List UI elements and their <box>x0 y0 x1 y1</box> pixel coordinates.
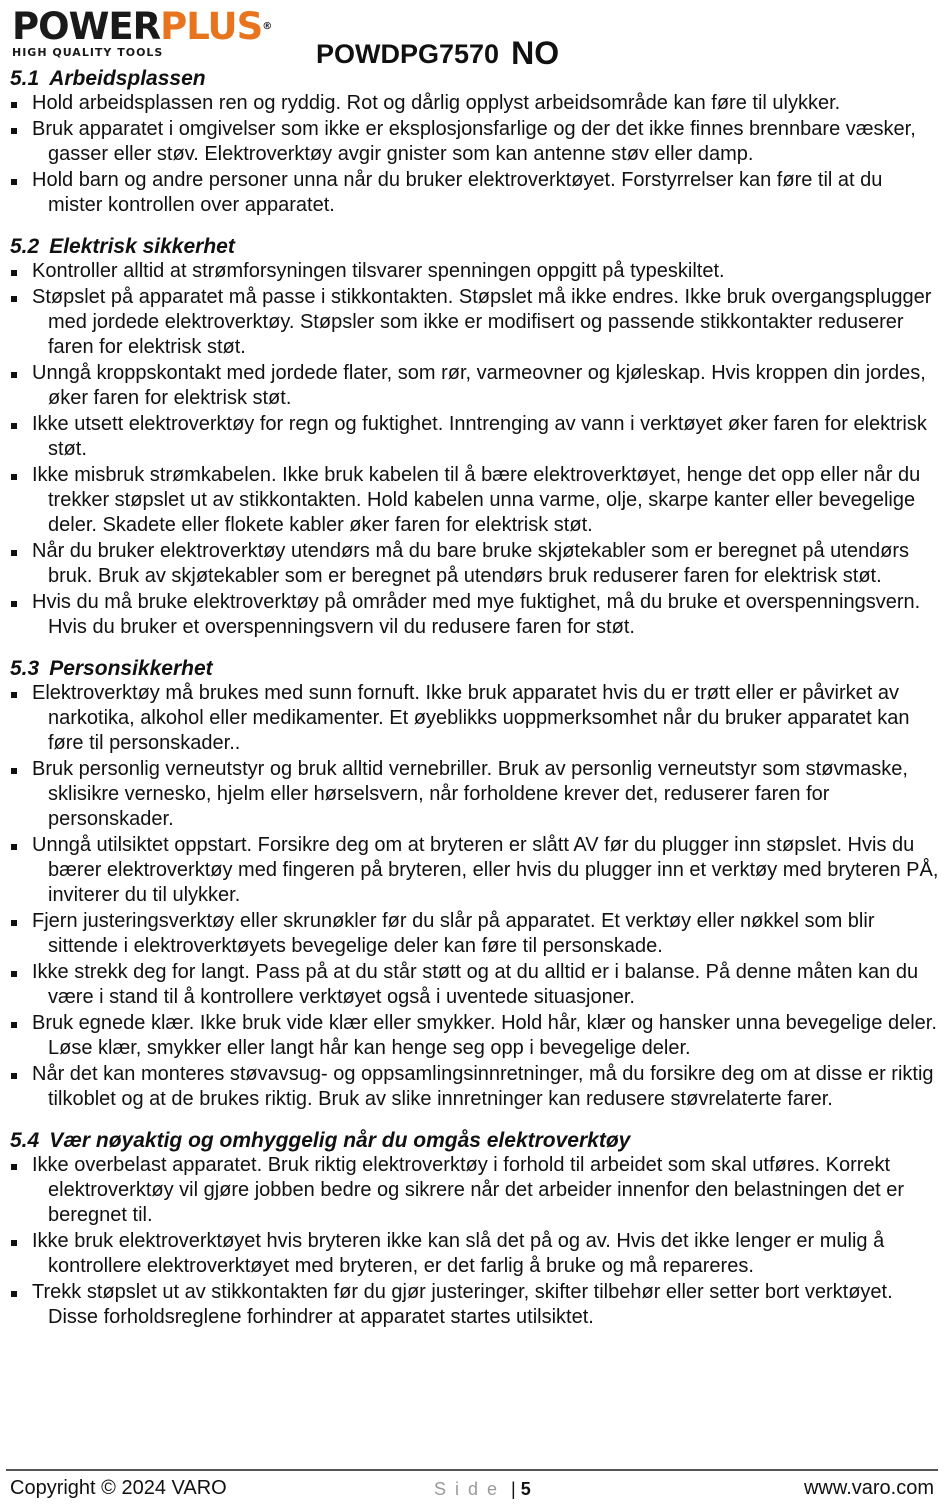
section-title: Arbeidsplassen <box>49 67 206 90</box>
list-item <box>0 960 944 1010</box>
bullet-square-icon <box>11 971 17 977</box>
bullet-square-icon <box>11 844 17 850</box>
section-5-1 <box>0 66 944 218</box>
list-item-text: Ikke utsett elektroverktøy for regn og fuktighet. Inntrenging av vann i verktøyet øker faren for elektrisk støt. <box>32 413 927 460</box>
bullet-square-icon <box>11 550 17 556</box>
copyright-text: Copyright © 2024 VARO <box>10 1477 227 1499</box>
section-title: Elektrisk sikkerhet <box>49 235 235 258</box>
section-5-4 <box>0 1128 944 1330</box>
model-number: POWDPG7570 <box>316 39 500 69</box>
list-item-text: Ikke misbruk strømkabelen. Ikke bruk kabelen til å bære elektroverktøyet, henge det opp eller når du trekker støpslet ut av stikkontakten. Hold kabelen unna varme, olje, skarpe kanter eller bevegelige deler. Skadete eller flokete kabler øker faren for elektrisk støt. <box>32 464 921 536</box>
page-indicator <box>434 1479 531 1500</box>
powerplus-logo <box>12 5 302 60</box>
list-item-text: Bruk egnede klær. Ikke bruk vide klær eller smykker. Hold hår, klær og hansker unna bevegelige deler. Løse klær, smykker eller langt hår kan henge seg opp i bevegelige deler. <box>32 1012 937 1059</box>
page-footer <box>0 1469 944 1511</box>
list-item-text: Elektroverktøy må brukes med sunn fornuft. Ikke bruk apparatet hvis du er trøtt eller er påvirket av narkotika, alkohol eller medikamenter. Et øyeblikks uoppmerksomhet når du bruker apparatet kan føre til personskader.. <box>32 682 910 754</box>
list-item <box>0 1062 944 1112</box>
section-title: Vær nøyaktig og omhyggelig når du omgås elektroverktøy <box>49 1129 631 1152</box>
list-item <box>0 1011 944 1061</box>
list-item <box>0 117 944 167</box>
list-item-text: Ikke overbelast apparatet. Bruk riktig elektroverktøy i forhold til arbeidet som skal utføres. Korrekt elektroverktøy vil gjøre jobben bedre og sikrere når det arbeider innenfor den belastningen det er beregnet til. <box>32 1154 905 1226</box>
bullet-square-icon <box>11 768 17 774</box>
list-item <box>0 168 944 218</box>
bullet-list <box>0 259 944 640</box>
bullet-square-icon <box>11 1022 17 1028</box>
list-item-text: Kontroller alltid at strømforsyningen tilsvarer spenningen oppgitt på typeskiltet. <box>32 260 725 282</box>
list-item <box>0 361 944 411</box>
list-item-text: Hvis du må bruke elektroverktøy på områder med mye fuktighet, må du bruke et overspenningsvern. Hvis du bruker et overspenningsvern vil du redusere faren for støt. <box>32 591 921 638</box>
section-number: 5.2 <box>10 235 40 258</box>
section-5-3 <box>0 656 944 1112</box>
bullet-square-icon <box>11 692 17 698</box>
list-item-text: Hold arbeidsplassen ren og ryddig. Rot og dårlig opplyst arbeidsområde kan føre til ulykker. <box>32 92 841 114</box>
list-item-text: Fjern justeringsverktøy eller skrunøkler før du slår på apparatet. Et verktøy eller nøkkel som blir sittende i elektroverktøyets bevegelige deler kan føre til personskade. <box>32 910 875 957</box>
list-item-text: Unngå utilsiktet oppstart. Forsikre deg om at bryteren er slått AV før du plugger inn støpslet. Hvis du bærer elektroverktøy med fingeren på bryteren, eller hvis du plugger inn et verktøy med bryteren PÅ, inviterer du til ulykker. <box>32 834 939 906</box>
list-item <box>0 285 944 360</box>
list-item-text: Ikke strekk deg for langt. Pass på at du står støtt og at du alltid er i balanse. På denne måten kan du være i stand til å kontrollere verktøyet også i uventede situasjoner. <box>32 961 919 1008</box>
section-number: 5.1 <box>10 67 40 90</box>
logo-wordmark <box>12 5 302 48</box>
bullet-square-icon <box>11 1240 17 1246</box>
list-item-text: Trekk støpslet ut av stikkontakten før du gjør justeringer, skifter tilbehør eller setter bort verktøyet. Disse forholdsreglene forhindrer at apparatet startes utilsiktet. <box>32 1281 893 1328</box>
footer-divider <box>6 1469 938 1471</box>
list-item <box>0 1280 944 1330</box>
logo-brand-part1: POWER <box>12 5 161 48</box>
list-item-text: Bruk personlig verneutstyr og bruk alltid vernebriller. Bruk av personlig verneutstyr som støvmaske, sklisikre vernesko, hjelm eller hørselsvern, når forholdene krever det, reduserer faren for personskader. <box>32 758 908 830</box>
website-url: www.varo.com <box>803 1477 934 1499</box>
registered-mark: ® <box>262 21 273 32</box>
bullet-square-icon <box>11 1073 17 1079</box>
bullet-square-icon <box>11 102 17 108</box>
bullet-square-icon <box>11 920 17 926</box>
list-item <box>0 463 944 538</box>
list-item <box>0 539 944 589</box>
list-item-text: Når det kan monteres støvavsug- og oppsamlingsinnretninger, må du forsikre deg om at disse er riktig tilkoblet og at de brukes riktig. Bruk av slike innretninger kan redusere støvrelaterte farer. <box>32 1063 934 1110</box>
bullet-square-icon <box>11 372 17 378</box>
section-heading <box>10 1128 944 1153</box>
bullet-list <box>0 1153 944 1330</box>
list-item <box>0 681 944 756</box>
bullet-square-icon <box>11 601 17 607</box>
page-number: 5 <box>520 1479 531 1499</box>
list-item-text: Støpslet på apparatet må passe i stikkontakten. Støpslet må ikke endres. Ikke bruk overgangsplugger med jordede elektroverktøy. Støpsler som ikke er modifisert og passende stikkontakter reduserer faren for elektrisk støt. <box>32 286 932 358</box>
list-item-text: Ikke bruk elektroverktøyet hvis bryteren ikke kan slå det på og av. Hvis det ikke lenger er mulig å kontrollere elektroverktøyet med bryteren, er det farlig å bruke og må repareres. <box>32 1230 885 1277</box>
list-item-text: Hold barn og andre personer unna når du bruker elektroverktøyet. Forstyrrelser kan føre til at du mister kontrollen over apparatet. <box>32 169 883 216</box>
bullet-square-icon <box>11 270 17 276</box>
page-separator: | <box>511 1479 516 1499</box>
bullet-square-icon <box>11 128 17 134</box>
section-number: 5.4 <box>10 1129 40 1152</box>
section-number: 5.3 <box>10 657 40 680</box>
bullet-square-icon <box>11 423 17 429</box>
list-item-text: Unngå kroppskontakt med jordede flater, som rør, varmeovner og kjøleskap. Hvis kroppen din jordes, øker faren for elektrisk støt. <box>32 362 926 409</box>
document-body <box>0 66 944 1346</box>
list-item <box>0 590 944 640</box>
list-item <box>0 833 944 908</box>
list-item <box>0 1153 944 1228</box>
bullet-square-icon <box>11 296 17 302</box>
logo-brand-part2: PLUS <box>160 5 263 48</box>
list-item <box>0 757 944 832</box>
section-heading <box>10 656 944 681</box>
bullet-list <box>0 681 944 1112</box>
list-item <box>0 1229 944 1279</box>
logo-tagline: HIGH QUALITY TOOLS <box>12 46 164 59</box>
list-item <box>0 91 944 116</box>
section-heading <box>10 66 944 91</box>
bullet-list <box>0 91 944 218</box>
bullet-square-icon <box>11 179 17 185</box>
language-code: NO <box>511 35 560 71</box>
list-item-text: Når du bruker elektroverktøy utendørs må du bare bruke skjøtekabler som er beregnet på utendørs bruk. Bruk av skjøtekabler som er beregnet på utendørs bruk reduserer faren for elektrisk støt. <box>32 540 910 587</box>
section-5-2 <box>0 234 944 640</box>
section-title: Personsikkerhet <box>49 657 213 680</box>
list-item <box>0 259 944 284</box>
list-item <box>0 909 944 959</box>
section-heading <box>10 234 944 259</box>
list-item-text: Bruk apparatet i omgivelser som ikke er eksplosjonsfarlige og der det ikke finnes brennbare væsker, gasser eller støv. Elektroverktøy avgir gnister som kan antenne støv eller damp. <box>32 118 916 165</box>
bullet-square-icon <box>11 474 17 480</box>
list-item <box>0 412 944 462</box>
bullet-square-icon <box>11 1291 17 1297</box>
bullet-square-icon <box>11 1164 17 1170</box>
page-header <box>0 0 944 72</box>
page-label: Side <box>434 1479 507 1499</box>
